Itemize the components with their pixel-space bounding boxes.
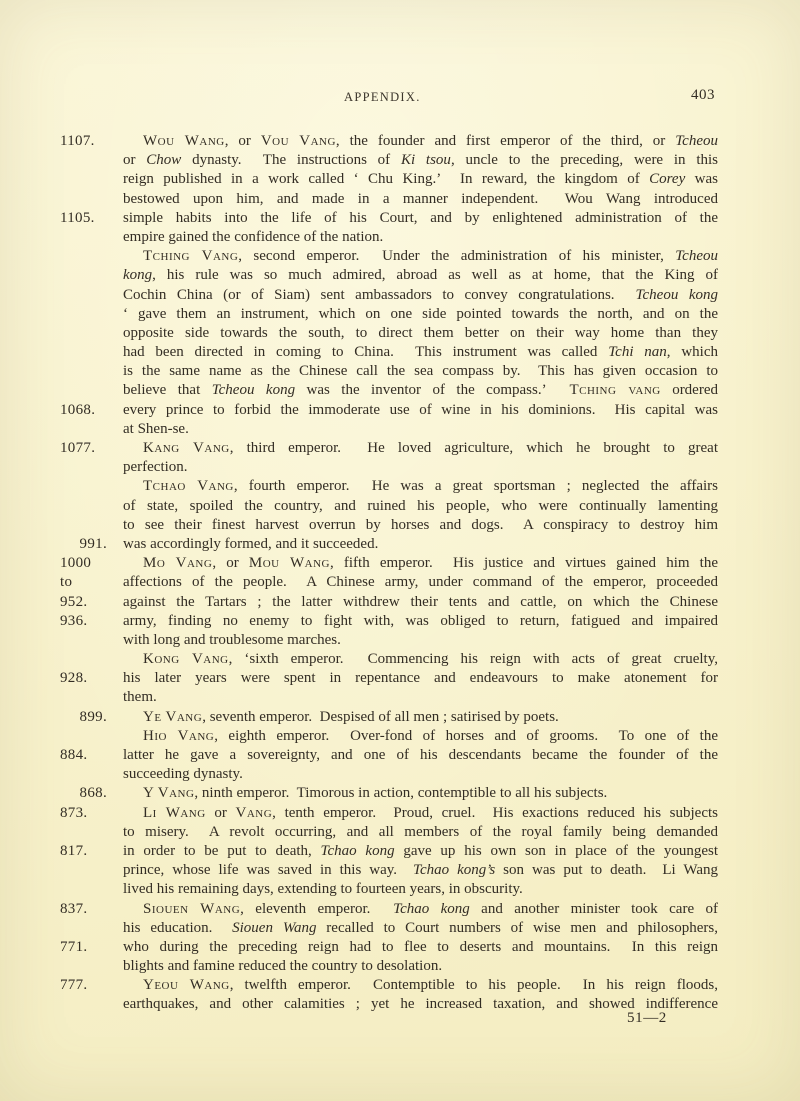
text-line	[123, 727, 718, 746]
text-line	[123, 458, 718, 477]
text-segment: , fifth emperor. His justice and virtues gained him the	[329, 555, 718, 572]
text-segment: Tchao kong	[393, 900, 470, 917]
text-segment: Hio Vang	[143, 727, 215, 744]
text-line	[60, 976, 718, 995]
text-segment: perfection.	[123, 459, 188, 476]
text-segment: , his rule was so much admired, abroad as well as at home, that the King of	[152, 267, 718, 284]
margin-year: 952.	[60, 593, 88, 610]
margin-year: 1068.	[60, 401, 96, 418]
text-segment: Li Wang	[143, 804, 206, 821]
text-segment: Siouen Wang	[232, 919, 317, 936]
text-line	[60, 209, 718, 228]
text-segment: , eighth emperor. Over-fond of horses and of grooms. To one of the	[214, 727, 718, 744]
text-segment: or	[123, 152, 147, 169]
margin-year: 1107.	[60, 133, 95, 149]
text-segment: Kong Vang	[143, 651, 229, 668]
text-segment: Cochin China (or of Siam) sent ambassadors to convey congratulations.	[123, 286, 636, 303]
text-segment: who during the preceding reign had to flee to deserts and mountains. In this reign	[123, 938, 718, 955]
text-segment: Tcheou	[675, 248, 718, 265]
text-segment: of state, spoiled the country, and ruined his people, who were continually lamenting	[123, 497, 718, 514]
text-segment: every prince to forbid the immoderate use of wine in his dominions. His capital was	[123, 401, 718, 418]
signature-mark: 51—2	[627, 1010, 667, 1026]
text-segment: , the founder and first emperor of the third, or	[335, 133, 676, 149]
text-line	[123, 765, 718, 784]
text-segment: ordered	[660, 382, 718, 399]
text-line	[123, 497, 718, 516]
text-segment: lived his remaining days, extending to fourteen years, in obscurity.	[123, 881, 523, 898]
text-line	[60, 746, 718, 765]
text-segment: blights and famine reduced the country to desolation.	[123, 958, 443, 975]
text-segment: Tchi nan	[608, 344, 667, 361]
text-segment: Tching vang	[569, 382, 661, 399]
text-segment: recalled to Court numbers of wise men and philosophers,	[316, 919, 718, 936]
text-line	[123, 266, 718, 285]
text-segment: bestowed upon him, and made in a manner independent. Wou Wang introduced	[123, 190, 718, 207]
text-line	[60, 938, 718, 957]
text-segment: Wou Wang	[143, 133, 225, 149]
text-line	[123, 420, 718, 439]
page-body	[60, 132, 719, 1015]
text-segment: empire gained the confidence of the nation.	[123, 228, 384, 245]
text-segment: , second emperor. Under the administration of his minister,	[238, 248, 676, 265]
text-line	[123, 381, 718, 400]
text-line	[123, 362, 718, 381]
text-line	[123, 631, 718, 650]
text-segment: , which	[666, 344, 718, 361]
text-segment: with long and troublesome marches.	[123, 631, 341, 648]
text-segment: Corey	[649, 171, 686, 188]
margin-year: 777.	[60, 977, 88, 994]
text-line	[123, 919, 718, 938]
text-segment: had been directed in coming to China. This instrument was called	[123, 344, 609, 361]
text-segment: , tenth emperor. Proud, cruel. His exactions reduced his subjects	[272, 804, 719, 821]
margin-year: 1000	[60, 555, 92, 572]
text-segment: or	[205, 804, 236, 821]
text-segment: Tcheou	[675, 133, 718, 149]
text-segment: opposite side towards the south, to direct them better on their way home than they	[123, 324, 718, 341]
text-segment: and another minister took care of	[469, 900, 718, 917]
text-segment: them.	[123, 689, 157, 706]
text-segment: ‘ gave them an instrument, which on one side pointed towards the north, and on the	[123, 305, 718, 322]
text-segment: prince, whose life was saved in this way.	[123, 862, 414, 879]
text-line	[60, 612, 718, 631]
text-line	[60, 401, 718, 420]
text-segment: , or	[224, 133, 261, 149]
text-line	[123, 170, 718, 189]
text-line	[123, 650, 718, 669]
text-line	[60, 593, 718, 612]
text-segment: army, finding no enemy to fight with, was obliged to return, fatigued and impaired	[123, 612, 718, 629]
text-segment: reign published in a work called ‘ Chu King.’ In reward, the kingdom of	[123, 171, 650, 188]
text-segment: simple habits into the life of his Court, and by enlightened administration of the	[123, 209, 718, 226]
margin-year: 991.	[79, 535, 107, 552]
text-segment: Vang	[235, 804, 273, 821]
text-segment: at Shen-se.	[123, 420, 189, 437]
text-line	[60, 132, 718, 151]
text-line	[123, 305, 718, 324]
margin-year: 771.	[60, 938, 88, 955]
text-line	[60, 439, 718, 458]
text-segment: was the inventor of the compass.’	[295, 382, 570, 399]
page-header-title: APPENDIX.	[344, 90, 421, 104]
text-segment: Ye Vang	[143, 708, 203, 725]
text-segment: Mou Wang	[248, 555, 330, 572]
text-segment: Kang Vang	[143, 440, 230, 456]
text-line	[123, 151, 718, 170]
margin-year: 1077.	[60, 440, 96, 456]
text-segment: , or	[212, 555, 249, 572]
text-segment: believe that	[123, 382, 212, 399]
text-segment: , eleventh emperor.	[240, 900, 394, 917]
margin-year: 884.	[60, 747, 88, 763]
text-line	[123, 324, 718, 343]
margin-year: to	[60, 574, 73, 591]
margin-year: 868.	[79, 785, 107, 802]
text-segment: kong	[123, 267, 153, 284]
text-line	[60, 842, 718, 861]
margin-year: 928.	[60, 670, 88, 687]
text-segment: Siouen Wang	[143, 900, 241, 917]
margin-year: 837.	[60, 900, 88, 917]
text-segment: Tcheou kong	[211, 382, 296, 399]
margin-year: 936.	[60, 612, 88, 629]
text-line	[123, 247, 718, 266]
margin-year: 1105.	[60, 209, 95, 226]
margin-year: 817.	[60, 842, 88, 859]
text-segment: Tching Vang	[143, 248, 239, 265]
text-segment: his education.	[123, 919, 233, 936]
text-segment: Mo Vang	[143, 555, 213, 572]
text-segment: Tchao kong	[320, 842, 395, 859]
text-segment: his later years were spent in repentance and endeavours to make atonement for	[123, 670, 718, 687]
text-segment: to see their finest harvest overrun by horses and dogs. A conspiracy to destroy him	[123, 516, 718, 533]
margin-year: 873.	[60, 804, 88, 821]
text-segment: earthquakes, and other calamities ; yet he increased taxation, and showed indifference	[123, 996, 718, 1013]
text-line	[123, 343, 718, 362]
text-segment: against the Tartars ; the latter withdrew their tents and cattle, on which the Chinese	[123, 593, 718, 610]
text-segment: gave up his own son in place of the youngest	[394, 842, 718, 859]
text-segment: , uncle to the preceding, were in this	[450, 152, 718, 169]
text-segment: Yeou Wang	[143, 977, 230, 994]
text-segment: succeeding dynasty.	[123, 766, 243, 783]
text-line	[123, 688, 718, 707]
text-line	[60, 573, 718, 592]
text-segment: , ninth emperor. Timorous in action, contemptible to all his subjects.	[194, 785, 608, 802]
text-line	[60, 554, 718, 573]
text-line	[123, 228, 718, 247]
text-line	[79, 708, 718, 727]
text-segment: Y Vang	[143, 785, 195, 802]
text-line	[60, 900, 718, 919]
text-line	[123, 823, 718, 842]
text-segment: dynasty. The instructions of	[181, 152, 401, 169]
text-segment: affections of the people. A Chinese army, under command of the emperor, proceeded	[123, 574, 718, 591]
text-segment: , seventh emperor. Despised of all men ; satirised by poets.	[202, 708, 559, 725]
page-number: 403	[691, 87, 715, 103]
text-line	[60, 804, 719, 823]
text-line	[123, 286, 718, 305]
text-segment: Tchao Vang	[143, 478, 234, 495]
text-segment: son was put to death. Li Wang	[495, 862, 718, 879]
text-segment: Tcheou kong	[635, 286, 718, 303]
text-line	[123, 957, 718, 976]
text-line	[123, 477, 718, 496]
text-segment: in order to be put to death,	[123, 842, 321, 859]
text-segment: Vou Vang	[260, 133, 336, 149]
text-segment: was accordingly formed, and it succeeded.	[123, 535, 379, 552]
text-segment: latter he gave a sovereignty, and one of his descendants became the founder of the	[123, 747, 718, 763]
text-segment: was	[685, 171, 718, 188]
text-line	[123, 190, 718, 209]
text-segment: Tchao kong’s	[413, 862, 496, 879]
text-segment: , ‘sixth emperor. Commencing his reign with acts of great cruelty,	[228, 651, 718, 668]
text-line	[123, 861, 718, 880]
text-line	[123, 880, 718, 899]
text-segment: , third emperor. He loved agriculture, which he brought to great	[229, 440, 718, 456]
text-segment: to misery. A revolt occurring, and all members of the royal family being demanded	[123, 823, 718, 840]
text-segment: Ki tsou	[400, 152, 451, 169]
text-segment: is the same name as the Chinese call the sea compass by. This has given occasion to	[123, 363, 718, 380]
text-segment: , fourth emperor. He was a great sportsman ; neglected the affairs	[233, 478, 718, 495]
text-line	[79, 535, 718, 554]
text-segment: Chow	[146, 152, 182, 169]
text-line	[79, 784, 718, 803]
text-line	[123, 516, 718, 535]
margin-year: 899.	[79, 708, 107, 725]
text-segment: , twelfth emperor. Contemptible to his people. In his reign floods,	[229, 977, 718, 994]
text-line	[60, 669, 718, 688]
